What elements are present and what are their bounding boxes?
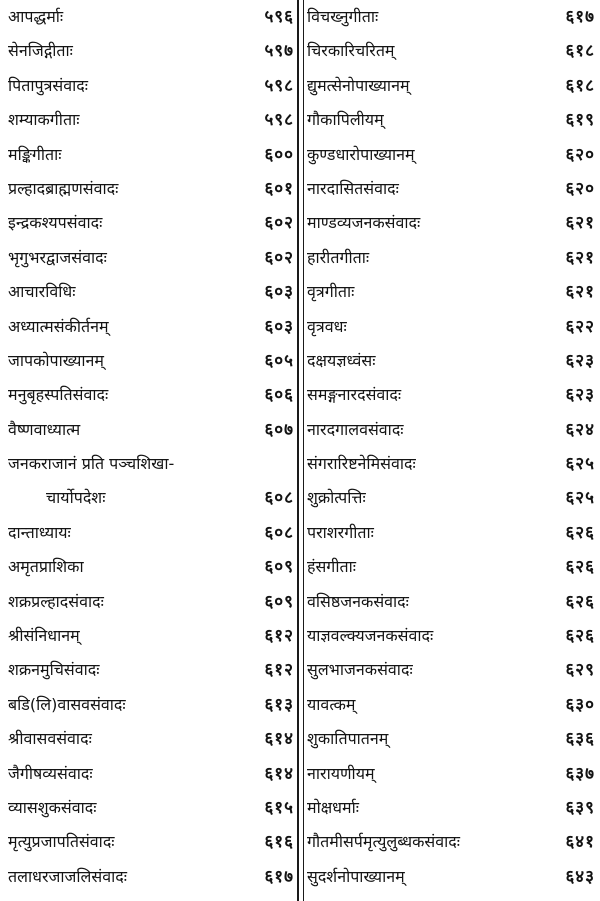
entry-page: ६४३ — [565, 866, 595, 887]
index-entry — [8, 275, 294, 309]
index-entry — [8, 310, 294, 344]
entry-page: ६१६ — [264, 832, 294, 853]
entry-page: ६०८ — [264, 488, 294, 509]
entry-title: प्रल्हादब्राह्मणसंवादः — [8, 178, 119, 198]
entry-title: नारदगालवसंवादः — [307, 419, 404, 439]
index-entry — [8, 688, 294, 722]
column-divider — [297, 0, 299, 901]
entry-title: वृत्रगीताः — [307, 282, 355, 302]
entry-title: सुलभाजनकसंवादः — [307, 660, 413, 680]
entry-page: ६०६ — [264, 385, 294, 406]
index-entry — [8, 103, 294, 137]
entry-page: ५९७ — [264, 41, 294, 62]
index-entry — [8, 138, 294, 172]
entry-page: ६०३ — [264, 282, 294, 303]
index-entry — [8, 550, 294, 584]
entry-page: ६१३ — [264, 694, 294, 715]
index-entry — [8, 860, 294, 894]
entry-page: ६२० — [565, 144, 595, 165]
entry-title: जैगीषव्यसंवादः — [8, 763, 93, 783]
entry-title: बडि(लि)वासवसंवादः — [8, 694, 126, 714]
index-entry — [307, 825, 595, 859]
index-entry — [307, 103, 595, 137]
index-entry — [8, 516, 294, 550]
entry-title: आचारविधिः — [8, 282, 76, 302]
index-entry — [8, 585, 294, 619]
entry-title: दक्षयज्ञध्वंसः — [307, 350, 376, 370]
index-entry — [307, 34, 595, 68]
index-entry — [307, 860, 595, 894]
entry-title: मृत्युप्रजापतिसंवादः — [8, 832, 115, 852]
index-entry — [307, 310, 595, 344]
index-entry — [8, 791, 294, 825]
entry-title: नारदासितसंवादः — [307, 178, 399, 198]
entry-title: शक्रप्रल्हादसंवादः — [8, 591, 104, 611]
column-divider-rule — [303, 0, 304, 901]
entry-page: ६१८ — [565, 41, 595, 62]
entry-title: द्युमत्सेनोपाख्यानम् — [307, 75, 410, 95]
entry-title: गौतमीसर्पमृत्युलुब्धकसंवादः — [307, 832, 460, 852]
entry-page: ६४१ — [565, 832, 595, 853]
entry-title: भृगुभरद्वाजसंवादः — [8, 247, 107, 267]
entry-page: ६०२ — [264, 213, 294, 234]
entry-page: ६०१ — [264, 178, 294, 199]
index-entry — [307, 550, 595, 584]
entry-page: ६०७ — [264, 419, 294, 440]
entry-title: जापकोपाख्यानम् — [8, 350, 105, 370]
index-entry — [307, 757, 595, 791]
index-entry — [307, 791, 595, 825]
entry-page: ६२६ — [565, 591, 595, 612]
entry-page: ६१४ — [264, 729, 294, 750]
index-entry — [8, 825, 294, 859]
index-entry — [8, 722, 294, 756]
right-column — [307, 0, 595, 894]
entry-title: मोक्षधर्माः — [307, 797, 359, 817]
entry-title: मनुबृहस्पतिसंवादः — [8, 385, 109, 405]
entry-title: मङ्किगीताः — [8, 144, 62, 164]
entry-page: ६२० — [565, 178, 595, 199]
entry-title: दान्ताध्यायः — [8, 522, 71, 542]
entry-page: ६०८ — [264, 522, 294, 543]
entry-page: ६०२ — [264, 247, 294, 268]
entry-page: ५९८ — [264, 75, 294, 96]
entry-title: जनकराजानं प्रति पञ्चशिखा- — [8, 454, 175, 474]
entry-title: गौकापिलीयम् — [307, 110, 384, 130]
entry-page: ६२१ — [565, 213, 595, 234]
entry-page: ६३७ — [565, 763, 595, 784]
entry-title: अध्यात्मसंकीर्तनम् — [8, 316, 109, 336]
entry-title: वैष्णवाध्यात्म — [8, 419, 81, 439]
index-entry — [307, 688, 595, 722]
entry-page: ६२३ — [565, 385, 595, 406]
entry-page: ६१९ — [565, 110, 595, 131]
index-entry — [8, 172, 294, 206]
entry-title: चिरकारिचरितम् — [307, 41, 395, 61]
entry-page: ६२५ — [565, 488, 595, 509]
entry-page: ६३९ — [565, 797, 595, 818]
entry-title: श्रीसंनिधानम् — [8, 626, 80, 646]
index-entry — [8, 206, 294, 240]
entry-page: ६०५ — [264, 350, 294, 371]
index-entry — [307, 275, 595, 309]
entry-page: ५९८ — [264, 110, 294, 131]
index-entry — [307, 413, 595, 447]
entry-page: ६१७ — [565, 7, 595, 27]
entry-title: समङ्गनारदसंवादः — [307, 385, 402, 405]
entry-title: पितापुत्रसंवादः — [8, 75, 89, 95]
entry-title: पराशरगीताः — [307, 522, 374, 542]
index-entry — [307, 172, 595, 206]
entry-page: ६१८ — [565, 75, 595, 96]
entry-page: ६१५ — [264, 797, 294, 818]
index-entry — [8, 0, 294, 34]
entry-page: ६०९ — [264, 557, 294, 578]
entry-page: ६२१ — [565, 282, 595, 303]
entry-page: ६०३ — [264, 316, 294, 337]
entry-title: वृत्रवधः — [307, 316, 347, 336]
entry-title: शक्रनमुचिसंवादः — [8, 660, 100, 680]
entry-title: सेनजिद्गीताः — [8, 41, 73, 61]
entry-title: शम्याकगीताः — [8, 110, 80, 130]
index-entry — [8, 241, 294, 275]
index-entry — [307, 653, 595, 687]
index-entry — [307, 241, 595, 275]
index-entry — [8, 34, 294, 68]
entry-title: आपद्धर्माः — [8, 7, 64, 26]
index-entry — [8, 378, 294, 412]
entry-page: ६२१ — [565, 247, 595, 268]
entry-title: हारीतगीताः — [307, 247, 370, 267]
index-entry — [8, 619, 294, 653]
entry-title: विचख्नुगीताः — [307, 7, 379, 26]
index-entry — [307, 378, 595, 412]
index-entry — [8, 653, 294, 687]
entry-page: ६२४ — [565, 419, 595, 440]
index-entry — [8, 447, 294, 481]
index-entry — [307, 206, 595, 240]
entry-page: ६२३ — [565, 350, 595, 371]
entry-title: श्रीवासवसंवादः — [8, 729, 92, 749]
entry-page: ६२६ — [565, 626, 595, 647]
index-entry — [307, 585, 595, 619]
entry-title: तलाधरजाजलिसंवादः — [8, 866, 127, 886]
index-entry — [8, 481, 294, 515]
index-entry — [307, 138, 595, 172]
entry-page: ६१२ — [264, 660, 294, 681]
entry-title: यावत्कम् — [307, 694, 356, 714]
index-entry — [307, 722, 595, 756]
entry-title: शुकातिपातनम् — [307, 729, 389, 749]
index-entry — [307, 447, 595, 481]
entry-page: ५९६ — [264, 7, 294, 27]
index-entry — [8, 69, 294, 103]
index-entry — [307, 516, 595, 550]
entry-title: व्यासशुकसंवादः — [8, 797, 97, 817]
index-entry — [8, 413, 294, 447]
left-column — [8, 0, 294, 894]
entry-title: सुदर्शनोपाख्यानम् — [307, 866, 405, 886]
index-entry — [307, 619, 595, 653]
entry-page: ६१७ — [264, 866, 294, 887]
entry-page: ६१२ — [264, 626, 294, 647]
entry-title: शुक्रोत्पत्तिः — [307, 488, 366, 508]
entry-title: अमृतप्राशिका — [8, 557, 84, 577]
entry-page: ६०९ — [264, 591, 294, 612]
entry-page: ६२६ — [565, 522, 595, 543]
index-entry — [8, 344, 294, 378]
index-entry — [307, 0, 595, 34]
entry-title: इन्द्रकश्यपसंवादः — [8, 213, 103, 233]
entry-page: ६३६ — [565, 729, 595, 750]
entry-title: नारायणीयम् — [307, 763, 375, 783]
index-entry — [307, 69, 595, 103]
entry-page: ६२६ — [565, 557, 595, 578]
entry-page: ६१४ — [264, 763, 294, 784]
index-entry — [307, 344, 595, 378]
entry-title: कुण्डधारोपाख्यानम् — [307, 144, 415, 164]
entry-title: माण्डव्यजनकसंवादः — [307, 213, 421, 233]
entry-page: ६२५ — [565, 454, 595, 475]
index-entry — [8, 757, 294, 791]
entry-title: वसिष्ठजनकसंवादः — [307, 591, 409, 611]
entry-page: ६२९ — [565, 660, 595, 681]
entry-title: हंसगीताः — [307, 557, 356, 577]
entry-title: चार्योपदेशः — [46, 488, 106, 508]
entry-page: ६०० — [264, 144, 294, 165]
entry-title: संगरारिष्टनेमिसंवादः — [307, 454, 416, 474]
entry-title: याज्ञवल्क्यजनकसंवादः — [307, 626, 434, 646]
entry-page: ६३० — [565, 694, 595, 715]
index-entry — [307, 481, 595, 515]
entry-page: ६२२ — [565, 316, 595, 337]
